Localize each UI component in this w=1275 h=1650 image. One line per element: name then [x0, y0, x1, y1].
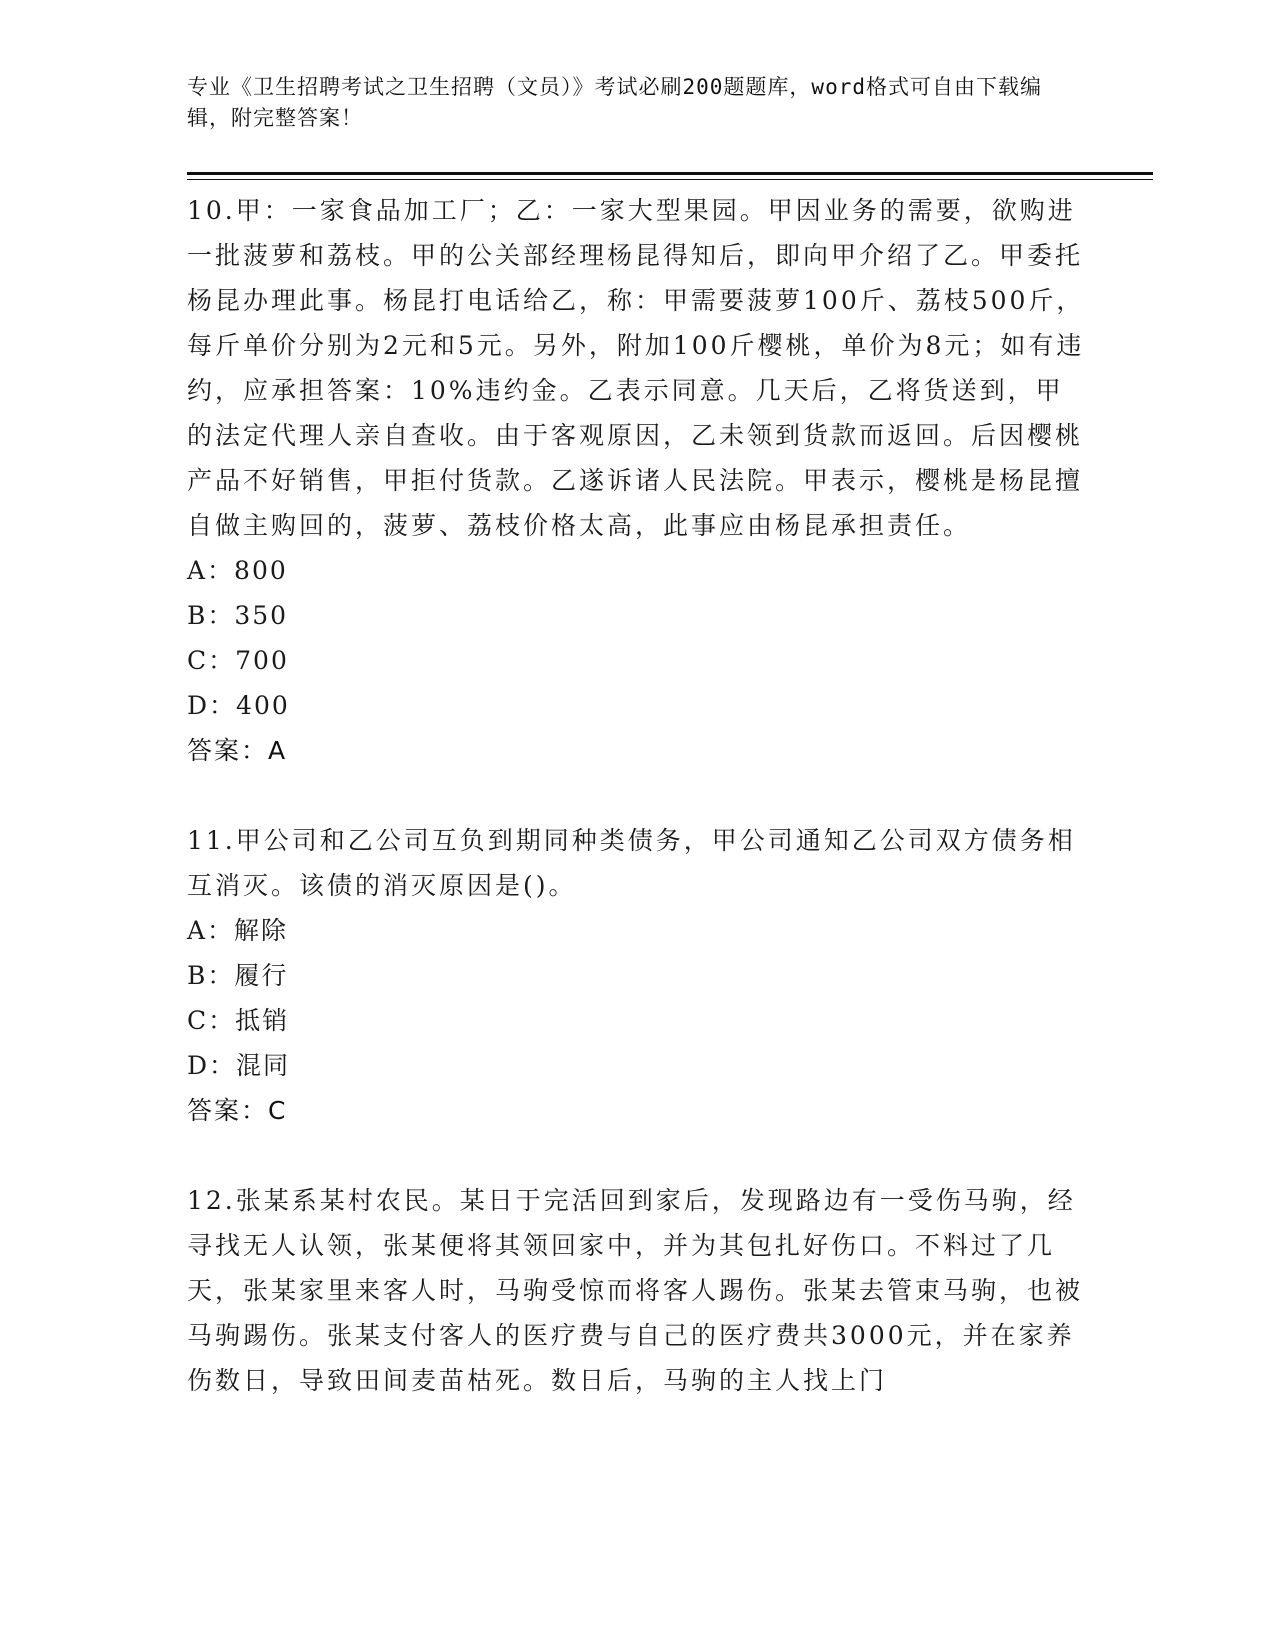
option-b: B：350 — [187, 601, 289, 630]
header-divider-thin — [187, 179, 1153, 180]
header-divider-thick — [187, 172, 1153, 175]
answer-line: 答案：A — [187, 736, 288, 765]
option-c: C：抵销 — [187, 1006, 290, 1035]
answer-line: 答案：C — [187, 1096, 288, 1125]
document-header: 专业《卫生招聘考试之卫生招聘（文员）》考试必刷200题题库，word格式可自由下载编辑，附完整答案！ — [187, 75, 1042, 130]
question-stem: 10.甲：一家食品加工厂；乙：一家大型果园。甲因业务的需要，欲购进一批菠萝和荔枝。甲的公关部经理杨昆得知后，即向甲介绍了乙。甲委托杨昆办理此事。杨昆打电话给乙，称：甲需要菠萝100斤、荔枝500斤，每斤单价分别为2元和5元。另外，附加100斤樱桃，单价为8元；如有违约，应承担答案：10%违约金。乙表示同意。几天后，乙将货送到，甲的法定代理人亲自查收。由于客观原因，乙未领到货款而返回。后因樱桃产品不好销售，甲拒付货款。乙遂诉诸人民法院。甲表示，樱桃是杨昆擅自做主购回的，菠萝、荔枝价格太高，此事应由杨昆承担责任。 — [187, 196, 1085, 540]
option-d: D：混同 — [187, 1051, 291, 1080]
question-list — [187, 188, 1087, 1403]
question-stem: 12.张某系某村农民。某日于完活回到家后，发现路边有一受伤马驹，经寻找无人认领，张某便将其领回家中，并为其包扎好伤口。不料过了几天，张某家里来客人时，马驹受惊而将客人踢伤。张某去管束马驹，也被马驹踢伤。张某支付客人的医疗费与自己的医疗费共3000元，并在家养伤数日，导致田间麦苗枯死。数日后，马驹的主人找上门 — [187, 1186, 1084, 1395]
question-stem: 11.甲公司和乙公司互负到期同种类债务，甲公司通知乙公司双方债务相互消灭。该债的消灭原因是()。 — [187, 826, 1076, 900]
option-c: C：700 — [187, 646, 289, 675]
question-12 — [187, 1178, 1087, 1403]
question-10 — [187, 188, 1087, 773]
option-a: A：解除 — [187, 916, 289, 945]
option-b: B：履行 — [187, 961, 289, 990]
option-a: A：800 — [187, 556, 288, 585]
question-11 — [187, 818, 1087, 1133]
option-d: D：400 — [187, 691, 290, 720]
